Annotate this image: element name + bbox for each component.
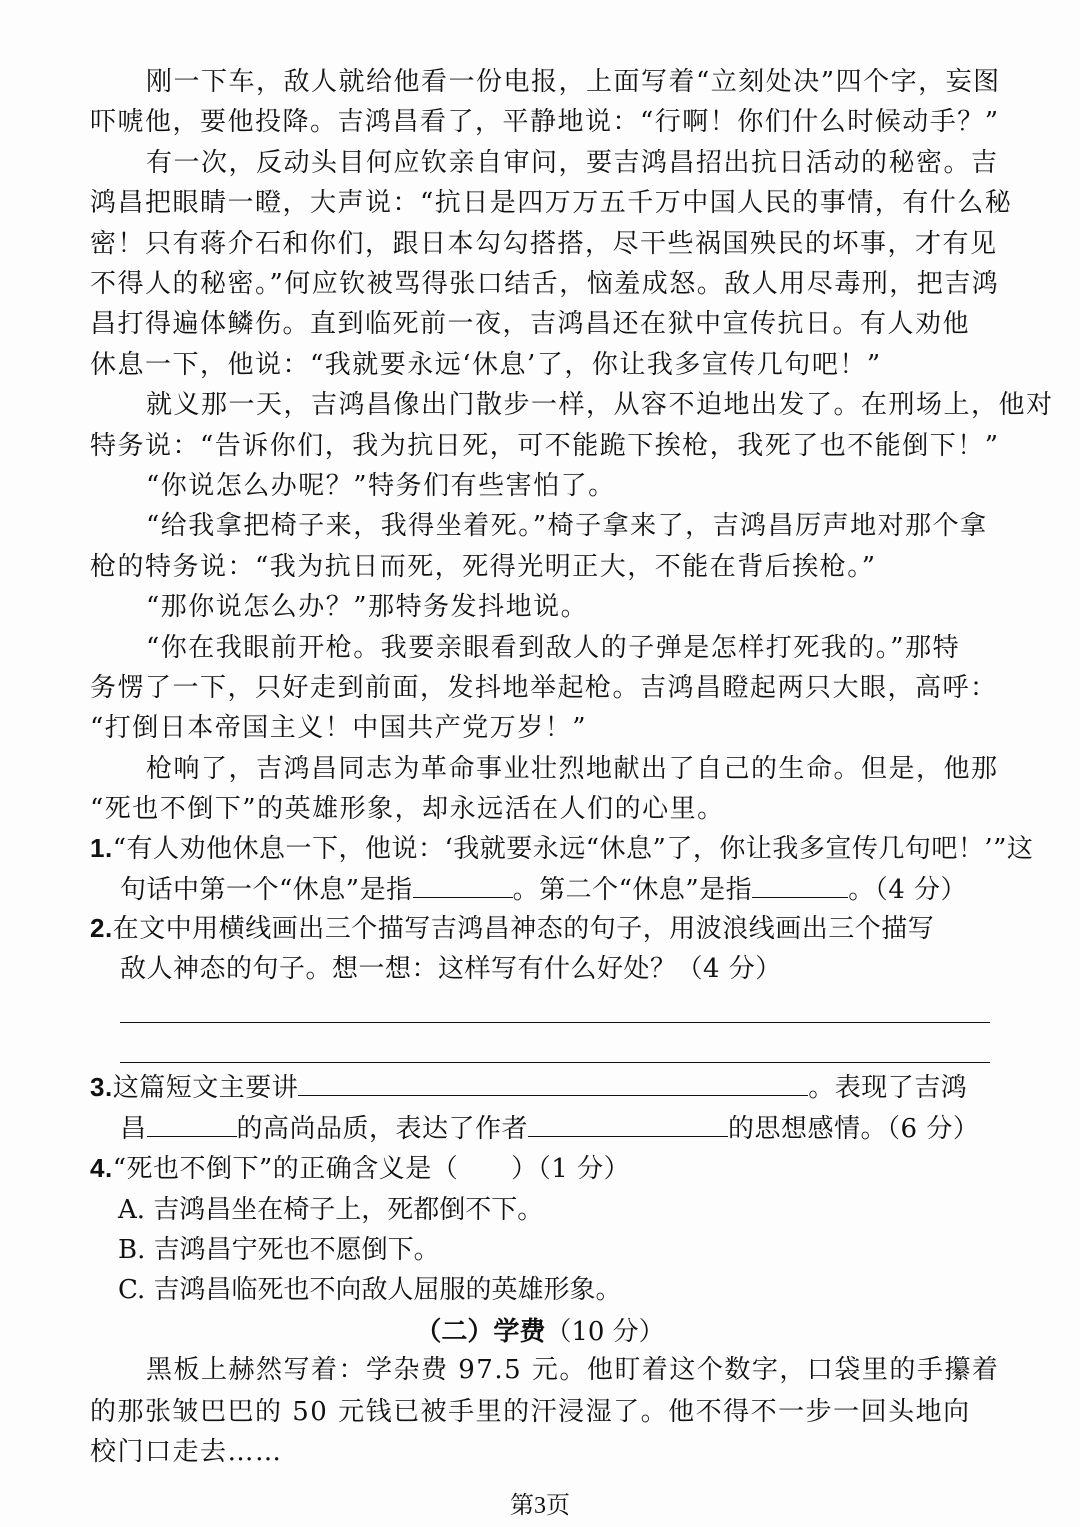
answer-line-2a[interactable]: [120, 1022, 990, 1023]
question-4: [90, 1148, 990, 1189]
question-1-text-c: 。（4 分）: [848, 875, 967, 905]
question-3-text-a: 这篇短文主要讲: [112, 1073, 299, 1103]
section-2-line-3: 校门口走去……: [90, 1437, 283, 1467]
passage-line: “你说怎么办呢？”特务们有些害怕了。: [146, 471, 616, 501]
passage-line: 不得人的秘密。”何应钦被骂得张口结舌，恼羞成怒。敌人用尽毒刑，把吉鸿: [90, 269, 1000, 299]
question-3-text-e: 的思想感情。（6 分）: [728, 1114, 980, 1144]
passage-line: “你在我眼前开枪。我要亲眼看到敌人的子弹是怎样打死我的。”那特: [146, 633, 961, 663]
passage-line: 昌打得遍体鳞伤。直到临死前一夜，吉鸿昌还在狱中宣传抗日。有人劝他: [90, 309, 971, 339]
question-3-text-b: 。表现了吉鸿: [808, 1073, 968, 1103]
passage-line: “死也不倒下”的英雄形象，却永远活在人们的心里。: [90, 794, 725, 824]
answer-blank-1a[interactable]: [413, 869, 513, 898]
answer-blank-3a[interactable]: [298, 1067, 808, 1096]
question-number: 3.: [90, 1072, 113, 1102]
passage-line: 刚一下车，敌人就给他看一份电报，上面写着“立刻处决”四个字，妄图: [146, 67, 1001, 97]
passage-line: 密！只有蒋介石和你们，跟日本勾勾搭搭，尽干些祸国殃民的坏事，才有见: [90, 229, 998, 259]
question-2-line-2: 敌人神态的句子。想一想：这样写有什么好处？（4 分）: [120, 954, 782, 984]
question-4-stem: “死也不倒下”的正确含义是（ ）（1 分）: [112, 1154, 631, 1184]
passage-line: “那你说怎么办？”那特务发抖地说。: [146, 592, 589, 622]
answer-blank-3b[interactable]: [147, 1108, 237, 1137]
question-number: 2.: [90, 913, 113, 943]
option-b[interactable]: B. 吉鸿昌宁死也不愿倒下。: [118, 1235, 440, 1265]
answer-blank-3c[interactable]: [528, 1108, 728, 1137]
page-number: 第3页: [510, 1493, 570, 1519]
passage-line: 特务说：“告诉你们，我为抗日死，可不能跪下挨枪，我死了也不能倒下！”: [90, 431, 1000, 461]
passage-line: 就义那一天，吉鸿昌像出门散步一样，从容不迫地出发了。在刑场上，他对: [146, 390, 1054, 420]
passage-line: “打倒日本帝国主义！中国共产党万岁！”: [90, 713, 588, 743]
section-2-line-2: 的那张皱巴巴的 50 元钱已被手里的汗浸湿了。他不得不一步一回头地向: [90, 1397, 971, 1427]
option-c[interactable]: C. 吉鸿昌临死也不向敌人屈服的英雄形象。: [118, 1275, 622, 1305]
passage-line: 吓唬他，要他投降。吉鸿昌看了，平静地说：“行啊！你们什么时候动手？”: [90, 107, 1000, 137]
option-a[interactable]: A. 吉鸿昌坐在椅子上，死都倒不下。: [118, 1195, 544, 1225]
passage-line: 鸿昌把眼睛一瞪，大声说：“抗日是四万万五千万中国人民的事情，有什么秘: [90, 188, 1013, 218]
question-3-text-d: 的高尚品质，表达了作者: [236, 1114, 529, 1144]
question-1-text-b: 。第二个“休息”是指: [512, 875, 753, 905]
question-number: 1.: [90, 833, 113, 863]
question-2: [90, 908, 990, 989]
question-1-text-a: 句话中第一个“休息”是指: [120, 875, 413, 905]
answer-blank-1b[interactable]: [752, 869, 848, 898]
passage-line: “给我拿把椅子来，我得坐着死。”椅子拿来了，吉鸿昌厉声地对那个拿: [146, 511, 988, 541]
passage-line: 有一次，反动头目何应钦亲自审问，要吉鸿昌招出抗日活动的秘密。吉: [146, 148, 999, 178]
section-2-line-1: 黑板上赫然写着：学杂费 97.5 元。他盯着这个数字，口袋里的手攥着: [146, 1355, 1000, 1385]
passage-line: 枪响了，吉鸿昌同志为革命事业壮烈地献出了自己的生命。但是，他那: [146, 754, 999, 784]
section-2-title: [0, 1312, 1080, 1352]
answer-line-2b[interactable]: [120, 1062, 990, 1063]
passage-line: 休息一下，他说：“我就要永远‘休息’了，你让我多宣传几句吧！”: [90, 350, 882, 380]
question-3-text-c: 昌: [120, 1114, 147, 1144]
section-2-score: （10 分）: [545, 1317, 665, 1347]
question-3: [90, 1067, 990, 1149]
question-1-line-1: “有人劝他休息一下，他说：‘我就要永远“休息”了，你让我多宣传几句吧！’”这: [112, 834, 1034, 864]
passage-line: 枪的特务说：“我为抗日而死，死得光明正大，不能在背后挨枪。”: [90, 552, 877, 582]
question-1: [90, 828, 1034, 910]
question-number: 4.: [90, 1153, 113, 1183]
question-2-line-1: 在文中用横线画出三个描写吉鸿昌神态的句子，用波浪线画出三个描写: [112, 914, 935, 944]
section-2-title-text: （二）学费: [415, 1317, 546, 1347]
passage-line: 务愣了一下，只好走到前面，发抖地举起枪。吉鸿昌瞪起两只大眼，高呼：: [90, 673, 998, 703]
